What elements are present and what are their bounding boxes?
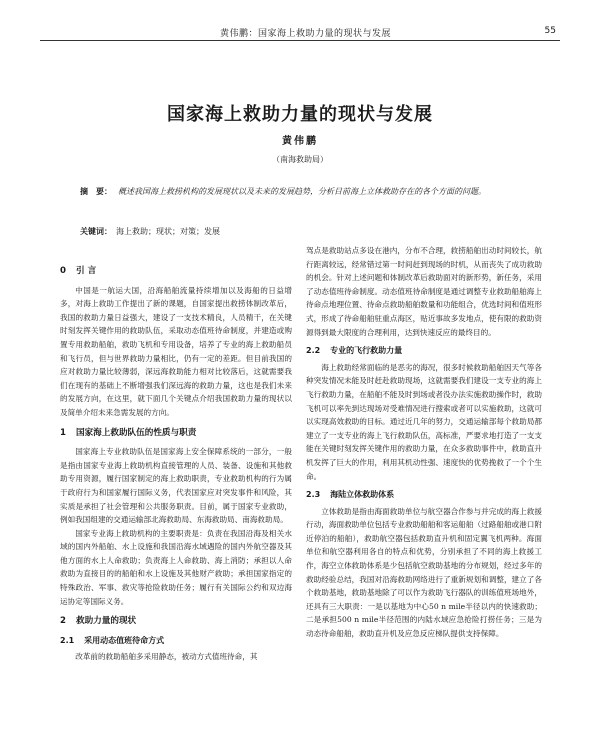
section-heading: 0 引 言 (60, 266, 97, 276)
abstract-text: 概述我国海上救捞机构的发展现状以及未来的发展趋势，分析目前海上立体救助存在的各个方面的问题。 (118, 187, 486, 196)
paragraph: 驾点是救助站点多设在港内，分布不合理，救捞船舶出动时间较长，航行距离较远，经常错过第一时间赶到现场的时机，从而丧失了成功救助的机会。针对上述问题和体制改革后救助面对的新形势，新任务，采用了动态值班待命制度。动态值班待命制度是通过调整专业救助船舶海上待命点地理位置、待命点救助船舶数量和功能组合，优选时间和值班形式，形成了待命船舶驻重点海区，贴近事故多发地点，使有限的救助资源得到最大限度的合理利用，达到快速反应的最终目的。 (306, 246, 542, 337)
abstract (80, 184, 530, 199)
abstract-label: 摘 要： (80, 186, 112, 196)
subsection-heading: 2.1 采用动态值班待命方式 (60, 635, 165, 645)
keywords-text: 海上救助；现状；对策；发展 (116, 227, 220, 236)
author-affiliation: （南海救助局） (272, 155, 328, 164)
keywords (80, 226, 530, 237)
paragraph: 改革前的救助船舶多采用静态，被动方式值班待命，其 (75, 652, 258, 662)
subsection-heading: 2.3 海陆立体救助体系 (306, 490, 395, 500)
running-header (40, 24, 560, 41)
paragraph: 国家海上专业救助队伍是国家海上安全保障系统的一部分，一般是指由国家专业海上救助机构直接管理的人员、装备、设施和其他救助专用资源，履行国家制定的海上救助职责，专业救助机构的行为属于政府行为和国家履行国际义务，代表国家应对突发事件和风险，其实质是承担了社会管理和公共服务职责。目前，属于国家专业救助，例如我国组建的交通运输部北海救助局、东海救助局、南海救助局。 (60, 447, 292, 525)
paragraph: 中国是一航运大国，沿海船舶流量持续增加以及海船的日益增多，对海上救助工作提出了新的课题，自国家提出救捞体制改革后，我国的救助力量日益强大，建设了一支技术精良，人员精干，在关键时刻发挥关键作用的救助队伍，采取动态值班待命制度，并建造或购置专用救助船舶，救助飞机和专用设备，培养了专业的海上救助船员和飞行员，但与世界救助力量相比，仍有一定的差距。但目前我国的应对救助力量比较薄弱，深远海救助能力相对比较落后，这就需要我们在现有的基础上不断增强我们深远海的救助力量，这也是我们未来的发展方向，在这里，就下面几个关键点介绍我国救助力量的现状以及简单介绍未来急需发展的方向。 (60, 285, 292, 417)
running-title: 黄伟鹏：国家海上救助力量的现状与发展 (220, 29, 392, 39)
paper-title: 国家海上救助力量的现状与发展 (167, 104, 433, 125)
paragraph: 国家专业海上救助机构的主要职责是：负责在我国沿海及相关水域的国内外船舶、水上设施和我国沿海水域遇险的国内外航空器及其他方面的水上人命救助；负责海上人命救助、海上消防；承担以人命救助为直接目的的船舶和水上设施及其他财产救助；承担国家指定的特殊政治、军事、救灾等抢险救助任务；履行有关国际公约和双边海运协定等国际义务。 (60, 528, 292, 606)
right-column (306, 244, 542, 641)
section-heading: 2 救助力量的现状 (60, 616, 137, 627)
subsection-heading: 2.2 专业的飞行救助力量 (306, 346, 403, 356)
paragraph: 海上救助经常面临的是恶劣的海况，很多时候救助船舶因天气等各种突发情况未能及时赶赴救助现场，这就需要我们建设一支专业的海上飞行救助力量，在船舶不能及时到场或者没办法实施救助操作时，救助飞机可以率先到达现场对受难情况进行搜索或者可以实施救助，这就可以实现高效救助的目标。通过近几年的努力，交通运输部每个救助局都建立了一支专业的海上飞行救助队伍，高标准，严要求地打造了一支支能在关键时刻发挥关键作用的救助力量，在众多救助事件中，救助直升机发挥了巨大的作用，利用其机动性强、速度快的优势挽救了一个个生命。 (306, 362, 542, 481)
page-number: 55 (544, 26, 556, 36)
keywords-label: 关键词： (80, 226, 112, 236)
left-column (60, 258, 292, 664)
author-name: 黄伟鹏 (282, 136, 318, 147)
paragraph: 立体救助是指由海面救助单位与航空器合作参与并完成的海上救援行动，海面救助单位包括专业救助船舶和客运船舶（过路船舶或港口附近停泊的船舶），救助航空器包括救助直升机和固定翼飞机两种。海面单位和航空器利用各自的特点和优势，分别承担了不同的海上救援工作，海空立体救助体系是少包括航空救助基地的分布规划，经过多年的救助经验总结，我国对沿海救助网络进行了重新规划和调整，建立了各个救助基地，救助基地除了可以作为救助飞行器队的训练值班场地外，还具有三大职责：一是以基地为中心50 n mile半径以内的快速救助；二是承担500 n mile半径范围的内陆水域应急抢险打捞任务；三是为动态待命船舶，救助直升机及应急反应梯队提供支持保障。 (306, 506, 542, 639)
section-heading: 1 国家海上救助队伍的性质与职责 (60, 427, 197, 438)
